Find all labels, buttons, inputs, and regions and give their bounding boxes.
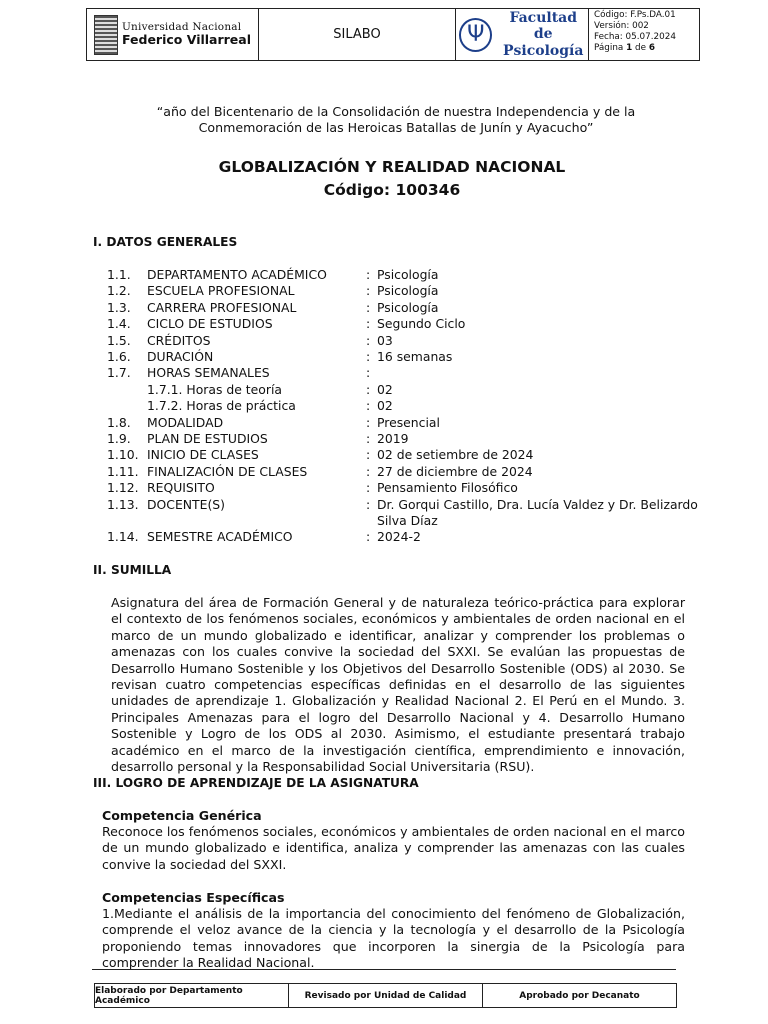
row-value: Dr. Gorqui Castillo, Dra. Lucía Valdez y Dr. Belizardo: [377, 496, 698, 512]
general-data-row: [107, 431, 707, 447]
row-number: 1.4.: [107, 316, 131, 332]
approval-table: [94, 983, 677, 1008]
row-colon: :: [366, 283, 371, 299]
row-colon: :: [366, 381, 371, 397]
row-label: REQUISITO: [147, 480, 215, 496]
general-data-row: [107, 513, 707, 529]
specific-competencies-text: 1.Mediante el análisis de la importancia del conocimiento del fenómeno de Globalización, comprende el veloz avance de la ciencia y la tecnología y el desarrollo de la Psicología proponiendo temas innovadores que incorporen la sinergia de la Psicología para comprender la Realidad Nacional.: [102, 906, 685, 971]
general-data-row: [107, 267, 707, 283]
row-value: Psicología: [377, 267, 439, 282]
row-number: 1.7.: [107, 365, 131, 381]
row-value: 02: [377, 398, 393, 414]
page-number: Página 1 de 6: [594, 43, 655, 53]
document-version: Versión: 002: [594, 21, 649, 31]
row-label: FINALIZACIÓN DE CLASES: [147, 463, 308, 479]
general-data-row: [107, 365, 707, 381]
generic-competency-text: Reconoce los fenómenos sociales, económicos y ambientales de orden nacional en el marco de un mundo globalizado e identifica, analiza y comprender las amenazas con las cuales convive la sociedad del SXXI.: [102, 824, 685, 872]
general-data-row: [107, 349, 707, 365]
reviewed-by-cell: Revisado por Unidad de Calidad: [289, 984, 483, 1007]
generic-competency-title: Competencia Genérica: [102, 808, 262, 823]
general-data-row: [107, 333, 707, 349]
row-colon: :: [366, 431, 371, 446]
row-number: 1.1.: [107, 267, 131, 282]
general-data-row: [107, 497, 707, 513]
faculty-logo: [456, 9, 589, 60]
university-name-line2: Federico Villarreal: [122, 32, 252, 48]
row-label: DOCENTE(S): [147, 496, 225, 512]
row-value: 27 de diciembre de 2024: [377, 463, 533, 479]
section-heading-sumilla: II. SUMILLA: [93, 563, 172, 577]
prepared-by-cell: Elaborado por Departamento Académico: [95, 984, 289, 1007]
specific-competencies-title: Competencias Específicas: [102, 890, 285, 905]
row-value: 2024-2: [377, 529, 421, 545]
row-colon: :: [366, 316, 371, 332]
approved-by-cell: Aprobado por Decanato: [519, 990, 640, 1001]
psi-icon: Ψ: [459, 18, 492, 52]
university-logo: [87, 9, 259, 60]
row-label: MODALIDAD: [147, 414, 224, 430]
general-data-row: [107, 480, 707, 496]
row-number: 1.12.: [107, 480, 139, 496]
faculty-name-line1: Facultad de: [509, 10, 578, 43]
general-data-row: [107, 382, 707, 398]
row-colon: :: [366, 529, 371, 545]
general-data-row: [107, 529, 707, 545]
general-data-row: [107, 415, 707, 431]
row-colon: :: [366, 414, 371, 430]
row-colon: :: [366, 480, 371, 496]
row-number: 1.6.: [107, 349, 131, 364]
row-label: DEPARTAMENTO ACADÉMICO: [147, 267, 327, 282]
row-value: 16 semanas: [377, 349, 453, 364]
row-label: CARRERA PROFESIONAL: [147, 299, 297, 315]
faculty-name-line2: Psicología: [503, 42, 584, 59]
row-colon: :: [366, 332, 371, 348]
row-colon: :: [366, 463, 371, 479]
row-number: 1.2.: [107, 283, 131, 299]
row-value: 03: [377, 332, 393, 348]
course-code: Código: 100346: [323, 181, 461, 199]
general-data-row: [107, 464, 707, 480]
general-data-row: [107, 283, 707, 299]
footer-divider: [92, 969, 676, 970]
section-heading-logro: III. LOGRO DE APRENDIZAJE DE LA ASIGNATURA: [93, 776, 419, 790]
row-value: Segundo Ciclo: [377, 316, 466, 332]
row-colon: :: [366, 267, 371, 282]
row-number: 1.5.: [107, 332, 131, 348]
row-value: Presencial: [377, 414, 440, 430]
row-number: 1.14.: [107, 529, 139, 545]
course-title: GLOBALIZACIÓN Y REALIDAD NACIONAL: [218, 158, 566, 176]
row-colon: :: [366, 496, 371, 512]
motto: “año del Bicentenario de la Consolidación de nuestra Independencia y de la Conmemoración de las Heroicas Batallas de Junín y Ayacucho”: [156, 104, 636, 136]
document-code: Código: F.Ps.DA.01: [594, 10, 676, 20]
row-number: 1.8.: [107, 414, 131, 430]
general-data-row: [107, 398, 707, 414]
row-value: Psicología: [377, 283, 439, 299]
row-label: CRÉDITOS: [147, 332, 211, 348]
row-value: 2019: [377, 431, 409, 446]
row-label: HORAS SEMANALES: [147, 365, 270, 381]
section-heading-datos-generales: I. DATOS GENERALES: [93, 235, 238, 249]
row-value: Silva Díaz: [377, 513, 438, 528]
row-label: 1.7.2. Horas de práctica: [147, 398, 296, 414]
row-colon: :: [366, 447, 371, 463]
row-label: CICLO DE ESTUDIOS: [147, 316, 273, 332]
row-value: 02 de setiembre de 2024: [377, 447, 534, 463]
row-label: INICIO DE CLASES: [147, 447, 259, 463]
general-data-row: [107, 447, 707, 463]
row-label: ESCUELA PROFESIONAL: [147, 283, 295, 299]
row-number: 1.10.: [107, 447, 139, 463]
row-colon: :: [366, 299, 371, 315]
row-label: SEMESTRE ACADÉMICO: [147, 529, 293, 545]
sumilla-text: Asignatura del área de Formación General y de naturaleza teórico-práctica para explorar el contexto de los fenómenos sociales, económicos y ambientales de orden nacional en el marco de un mundo globalizado e identificar, analizar y comprender los problemas o amenazas con los cuales convive la sociedad del SXXI. Se evalúan las propuestas de Desarrollo Humano Sostenible y los Objetivos del Desarrollo Sostenible (ODS) al 2030. Se revisan cuatro competencias específicas definidas en el desarrollo de las siguientes unidades de aprendizaje 1. Globalización y Realidad Nacional 2. El Perú en el Mundo. 3. Principales Amenazas para el logro del Desarrollo Nacional y 4. Desarrollo Humano Sostenible y Logro de los ODS al 2030. Asimismo, el estudiante presentará trabajo académico en el marco de la investigación científica, emprendimiento e innovación, desarrollo personal y la Responsabilidad Social Universitaria (RSU).: [111, 595, 685, 775]
general-data-row: [107, 316, 707, 332]
university-name-line1: Universidad Nacional: [122, 21, 242, 34]
row-label: 1.7.1. Horas de teoría: [147, 381, 283, 397]
row-number: 1.11.: [107, 463, 139, 479]
row-value: 02: [377, 381, 393, 397]
university-crest-icon: [94, 15, 118, 55]
row-colon: :: [366, 365, 371, 381]
document-type: SILABO: [259, 9, 456, 60]
document-metadata: [589, 9, 699, 60]
row-label: PLAN DE ESTUDIOS: [147, 431, 268, 446]
row-colon: :: [366, 349, 371, 364]
general-data-row: [107, 300, 707, 316]
row-number: 1.9.: [107, 431, 131, 446]
row-number: 1.3.: [107, 299, 131, 315]
document-date: Fecha: 05.07.2024: [594, 32, 676, 42]
row-value: Pensamiento Filosófico: [377, 480, 518, 496]
row-colon: :: [366, 398, 371, 414]
row-number: 1.13.: [107, 496, 139, 512]
document-header: [86, 8, 700, 61]
row-label: DURACIÓN: [147, 349, 214, 364]
row-value: Psicología: [377, 299, 439, 315]
